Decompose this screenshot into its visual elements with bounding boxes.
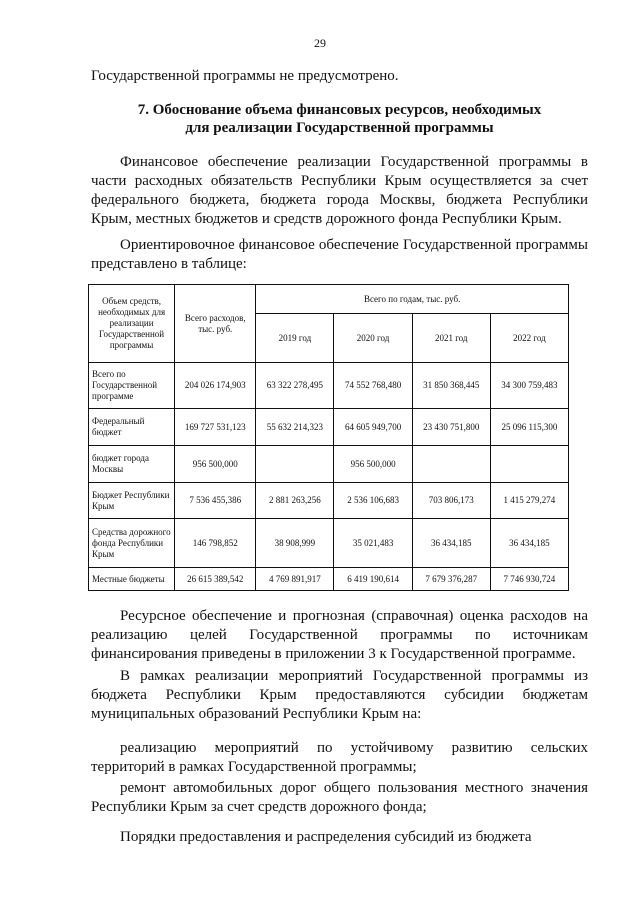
cell-total: 169 727 531,123 bbox=[175, 409, 256, 446]
funding-table bbox=[88, 284, 569, 591]
cell-2021: 703 806,173 bbox=[412, 483, 490, 519]
row-label: бюджет города Москвы bbox=[89, 446, 175, 483]
cell-total: 26 615 389,542 bbox=[175, 568, 256, 591]
cell-2019: 4 769 891,917 bbox=[256, 568, 334, 591]
cell-2019 bbox=[256, 446, 334, 483]
section-heading-line-2: для реализации Государственной программы bbox=[185, 120, 494, 136]
header-by-years: Всего по годам, тыс. руб. bbox=[256, 285, 569, 314]
cell-2021 bbox=[412, 446, 490, 483]
cell-total: 146 798,852 bbox=[175, 519, 256, 568]
paragraph-resource-support: Ресурсное обеспечение и прогнозная (справочная) оценка расходов на реализацию целей Государственной программы по источникам финансирования приведены в приложении 3 к Государственной программе. bbox=[91, 608, 588, 662]
cell-2022: 1 415 279,274 bbox=[490, 483, 568, 519]
header-year-2019: 2019 год bbox=[256, 314, 334, 363]
paragraph-funding-sources: Финансовое обеспечение реализации Государственной программы в части расходных обязательств Республики Крым осуществляется за счет федерального бюджета, бюджета города Москвы, бюджета Республики Крым, местных бюджетов и средств дорожного фонда Республики Крым. bbox=[91, 154, 588, 227]
cell-total: 7 536 455,386 bbox=[175, 483, 256, 519]
table-row bbox=[89, 519, 569, 568]
cell-2022: 34 300 759,483 bbox=[490, 363, 568, 409]
cell-2022: 25 096 115,300 bbox=[490, 409, 568, 446]
cell-total: 956 500,000 bbox=[175, 446, 256, 483]
cell-total: 204 026 174,903 bbox=[175, 363, 256, 409]
header-year-2022: 2022 год bbox=[490, 314, 568, 363]
header-year-2021: 2021 год bbox=[412, 314, 490, 363]
table-row bbox=[89, 363, 569, 409]
header-total-expenses: Всего расходов, тыс. руб. bbox=[175, 285, 256, 363]
cell-2019: 2 881 263,256 bbox=[256, 483, 334, 519]
paragraph-road-repair: ремонт автомобильных дорог общего пользования местного значения Республики Крым за счет средств дорожного фонда; bbox=[91, 780, 588, 815]
header-year-2020: 2020 год bbox=[334, 314, 412, 363]
row-label: Федеральный бюджет bbox=[89, 409, 175, 446]
cell-2021: 31 850 368,445 bbox=[412, 363, 490, 409]
cell-2021: 23 430 751,800 bbox=[412, 409, 490, 446]
table-row bbox=[89, 568, 569, 591]
cell-2020: 64 605 949,700 bbox=[334, 409, 412, 446]
row-label: Бюджет Республики Крым bbox=[89, 483, 175, 519]
table-row bbox=[89, 446, 569, 483]
cell-2020: 956 500,000 bbox=[334, 446, 412, 483]
cell-2020: 35 021,483 bbox=[334, 519, 412, 568]
cell-2022: 36 434,185 bbox=[490, 519, 568, 568]
section-heading-line-1: 7. Обоснование объема финансовых ресурсов, необходимых bbox=[137, 102, 542, 118]
cell-2019: 38 908,999 bbox=[256, 519, 334, 568]
row-label: Средства дорожного фонда Республики Крым bbox=[89, 519, 175, 568]
table-row bbox=[89, 483, 569, 519]
table-header-row bbox=[89, 285, 569, 314]
cell-2021: 36 434,185 bbox=[412, 519, 490, 568]
table-row bbox=[89, 409, 569, 446]
lead-line: Государственной программы не предусмотрено. bbox=[91, 68, 399, 84]
cell-2020: 74 552 768,480 bbox=[334, 363, 412, 409]
paragraph-table-intro: Ориентировочное финансовое обеспечение Государственной программы представлено в таблице: bbox=[91, 237, 588, 272]
paragraph-rural-development: реализацию мероприятий по устойчивому развитию сельских территорий в рамках Государственной программы; bbox=[91, 740, 588, 775]
paragraph-subsidies: В рамках реализации мероприятий Государственной программы из бюджета Республики Крым предоставляются субсидии бюджетам муниципальных образований Республики Крым на: bbox=[91, 668, 588, 722]
header-funding-volume: Объем средств, необходимых для реализации Государственной программы bbox=[89, 285, 175, 363]
row-label: Всего по Государственной программе bbox=[89, 363, 175, 409]
cell-2019: 55 632 214,323 bbox=[256, 409, 334, 446]
paragraph-subsidy-procedures: Порядки предоставления и распределения субсидий из бюджета bbox=[120, 829, 532, 845]
page-number: 29 bbox=[314, 36, 326, 50]
row-label: Местные бюджеты bbox=[89, 568, 175, 591]
cell-2019: 63 322 278,495 bbox=[256, 363, 334, 409]
cell-2020: 2 536 106,683 bbox=[334, 483, 412, 519]
cell-2022: 7 746 930,724 bbox=[490, 568, 568, 591]
cell-2022 bbox=[490, 446, 568, 483]
cell-2020: 6 419 190,614 bbox=[334, 568, 412, 591]
cell-2021: 7 679 376,287 bbox=[412, 568, 490, 591]
section-heading bbox=[91, 101, 588, 137]
